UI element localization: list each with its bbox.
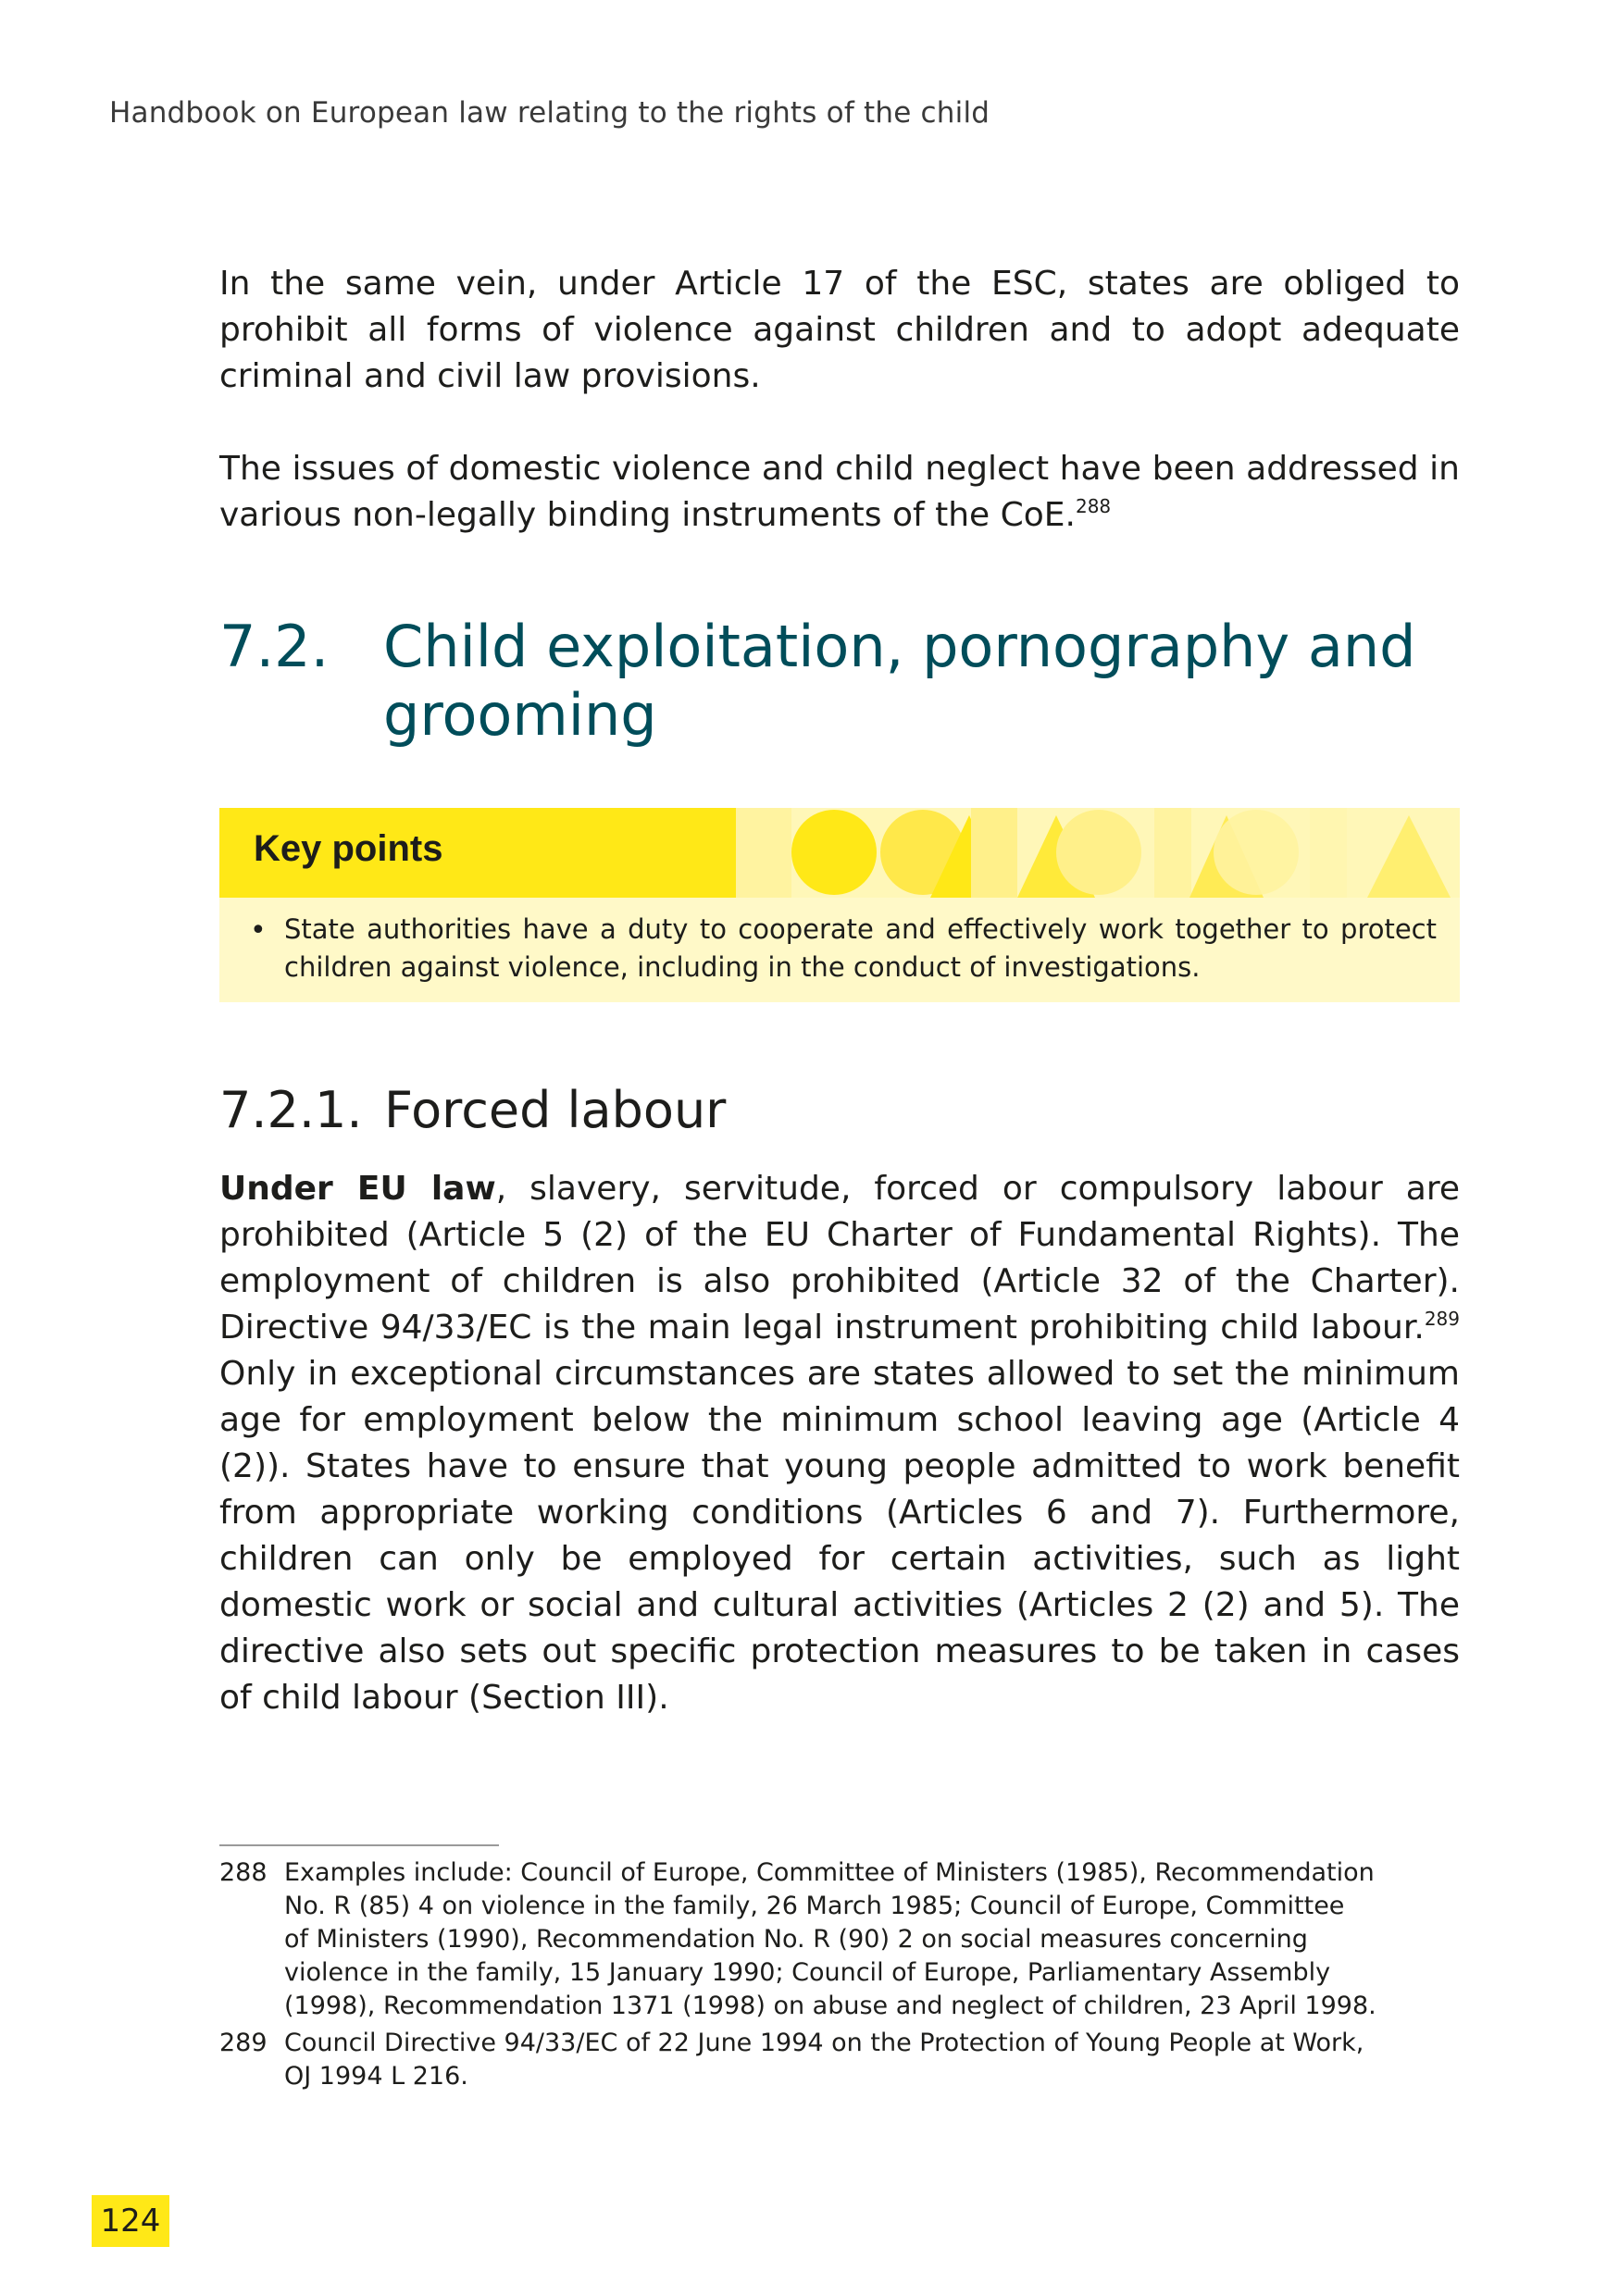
section-title: Child exploitation, pornography and grooming [383,613,1416,749]
footnote-number: 289 [219,2029,268,2057]
subsection-number: 7.2.1. [219,1081,363,1139]
key-points-title: Key points [254,828,443,869]
lead-bold-text: Under EU law [219,1170,496,1208]
key-points-box [219,808,1460,1002]
intro-paragraph-1: In the same vein, under Article 17 of the ESC, states are obliged to prohibit all forms of violence against children and to adopt adequate criminal and civil law provisions. [219,265,1460,395]
footnote-number: 288 [219,1858,268,1887]
subsection-title: Forced labour [384,1081,727,1139]
footnote-ref-288[interactable]: 288 [1075,495,1112,517]
footnote-text: Examples include: Council of Europe, Committee of Ministers (1985), Recommendation No. R (85) 4 on violence in the family, 26 March 1985; Council of Europe, Committee of Ministers (1990), Recommendation No. R (90) 2 on social measures concerning violence in the family, 15 January 1990; Council of Europe, Parliamentary Assembly (1998), Recommendation 1371 (1998) on abuse and neglect of children, 23 April 1998. [284,1858,1376,2020]
key-point-item: State authorities have a duty to cooperate and effectively work together to protect children against violence, including in the conduct of investigations. [284,913,1437,983]
running-header: Handbook on European law relating to the rights of the child [109,96,990,130]
intro-paragraph-2 [219,446,1460,539]
footnote-ref-289[interactable]: 289 [1424,1308,1460,1330]
key-points-header-bar [219,808,1460,898]
page-number: 124 [92,2195,169,2247]
footnote-separator [219,1844,499,1846]
forced-labour-paragraph [219,1166,1460,1721]
body-text-b: Only in exceptional circumstances are states allowed to set the minimum age for employment below the minimum school leaving age (Article 4 (2)). States have to ensure that young people admitted to work benefit from appropriate working conditions (Articles 6 and 7). Furthermore, children can only be employed for certain activities, such as light domestic work or social and cultural activities (Articles 2 (2) and 5). The directive also sets out specific protection measures to be taken in cases of child labour (Section III). [219,1355,1460,1717]
footnote-text: Council Directive 94/33/EC of 22 June 1994 on the Protection of Young People at Work, OJ 1994 L 216. [284,2029,1364,2091]
intro-paragraph-2-text: The issues of domestic violence and child neglect have been addressed in various non-legally binding instruments of the CoE. [219,450,1460,534]
subsection-body [219,1166,1460,1721]
key-points-list [219,898,1460,1002]
bullet-icon: • [250,914,267,947]
section-number: 7.2. [219,613,330,680]
body-text-a: , slavery, servitude, forced or compulsory labour are prohibited (Article 5 (2) of the EU Charter of Fundamental Rights). The employment of children is also prohibited (Article 32 of the Charter). Directive 94/33/EC is the main legal instrument prohibiting child labour. [219,1170,1460,1347]
intro-section [219,261,1460,539]
